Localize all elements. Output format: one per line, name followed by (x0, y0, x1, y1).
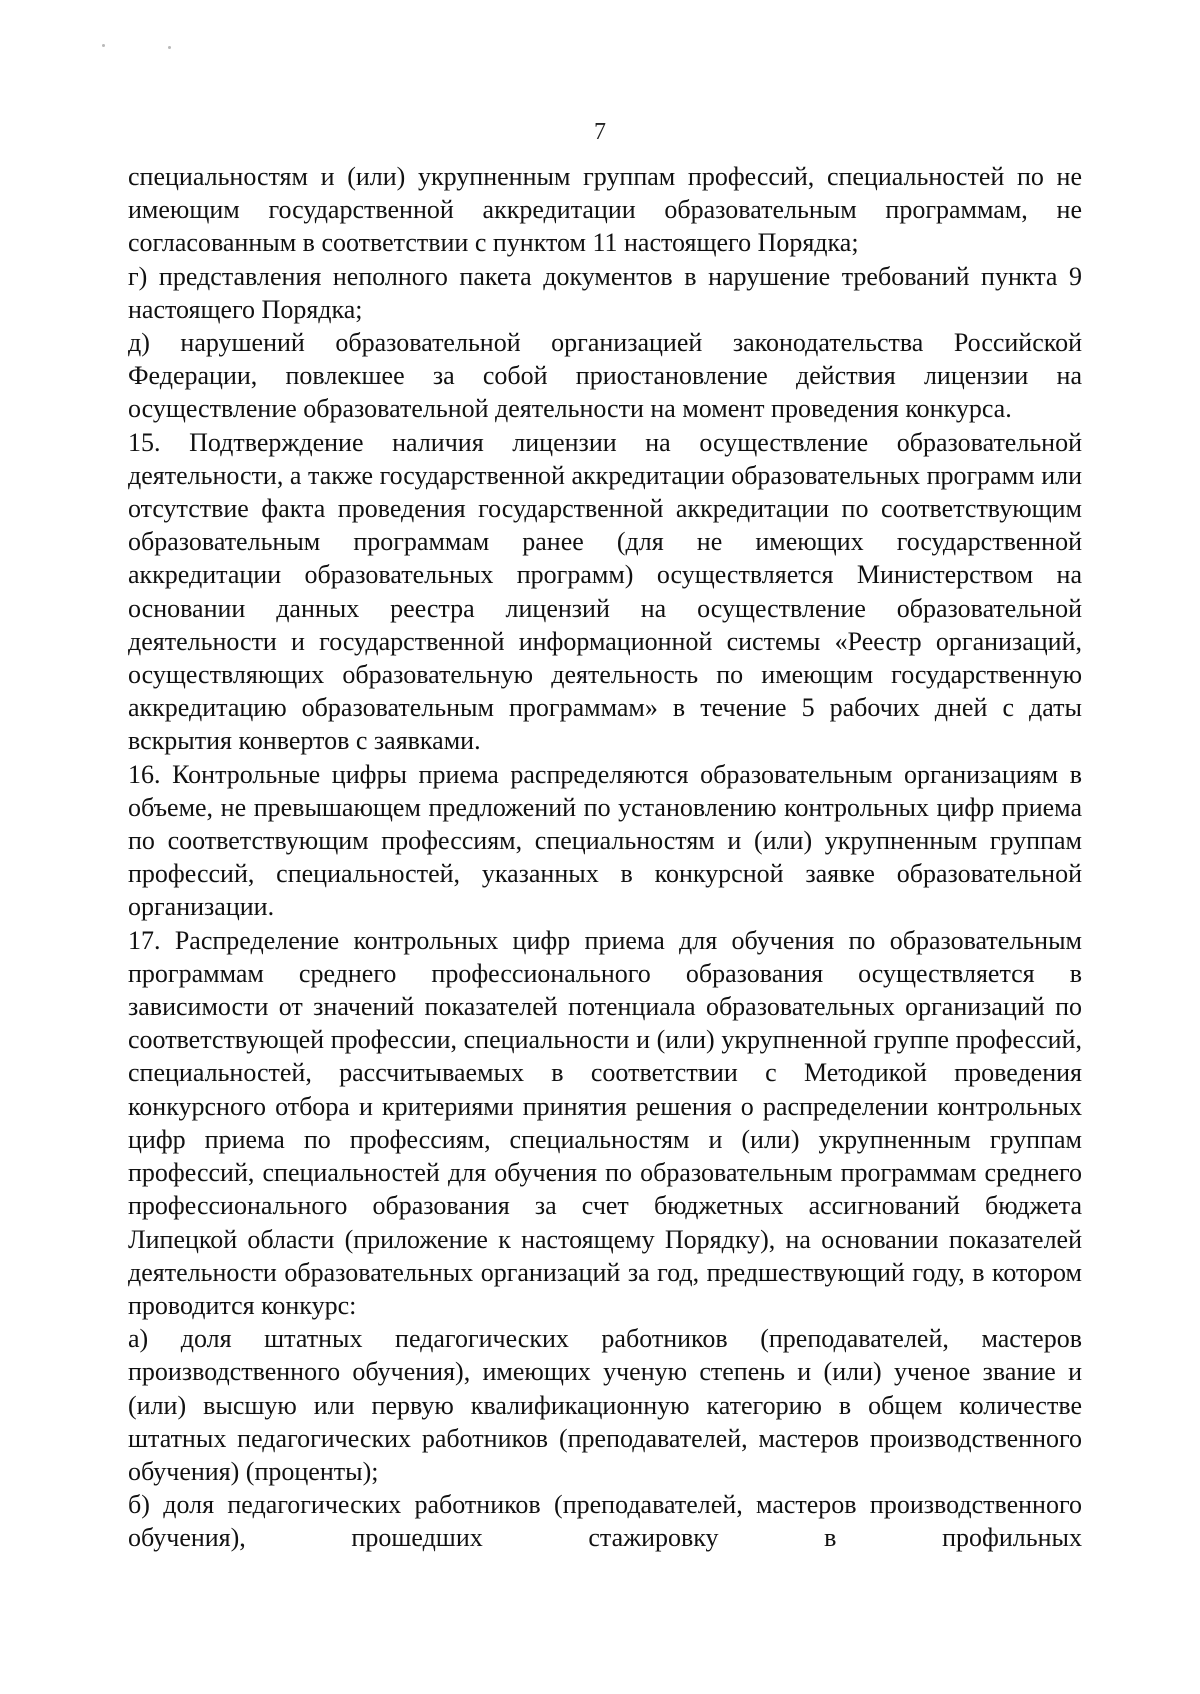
page-number: 7 (594, 119, 606, 145)
paragraph-item-continuation: специальностям и (или) укрупненным группам профессий, специальностей по не имеющим государственной аккредитации образовательным программам, не согласованным в соответствии с пунктом 11 настоящего Порядка; (128, 162, 1082, 258)
document-body (128, 160, 1082, 1555)
paragraph-clause-15: 15. Подтверждение наличия лицензии на осуществление образовательной деятельности, а также государственной аккредитации образовательных программ или отсутствие факта проведения государственной аккредитации по соответствующим образовательным программам ранее (для не имеющих государственной аккредитации образовательных программ) осуществляется Министерством на основании данных реестра лицензий на осуществление образовательной деятельности и государственной информационной системы «Реестр организаций, осуществляющих образовательную деятельность по имеющим государственную аккредитацию образовательным программам» в течение 5 рабочих дней с даты вскрытия конвертов с заявками. (128, 427, 1082, 756)
scan-artifact-dot (102, 44, 105, 47)
paragraph-clause-16: 16. Контрольные цифры приема распределяются образовательным организациям в объеме, не превышающем предложений по установлению контрольных цифр приема по соответствующим профессиям, специальностям и (или) укрупненным группам профессий, специальностей, указанных в конкурсной заявке образовательной организации. (128, 759, 1082, 922)
paragraph-item-d: д) нарушений образовательной организацией законодательства Российской Федерации, повлекшее за собой приостановление действия лицензии на осуществление образовательной деятельности на момент проведения конкурса. (128, 328, 1082, 424)
paragraph-item-g: г) представления неполного пакета документов в нарушение требований пункта 9 настоящего Порядка; (128, 261, 1082, 324)
scan-artifact-dot (168, 46, 171, 49)
paragraph-clause-17: 17. Распределение контрольных цифр приема для обучения по образовательным программам среднего профессионального образования осуществляется в зависимости от значений показателей потенциала образовательных организаций по соответствующей профессии, специальности и (или) укрупненной группе профессий, специальностей, рассчитываемых в соответствии с Методикой проведения конкурсного отбора и критериями принятия решения о распределении контрольных цифр приема по профессиям, специальностям и (или) укрупненным группам профессий, специальностей для обучения по образовательным программам среднего профессионального образования за счет бюджетных ассигнований бюджета Липецкой области (приложение к настоящему Порядку), на основании показателей деятельности образовательных организаций за год, предшествующий году, в котором проводится конкурс: (128, 925, 1082, 1320)
paragraph-item-a: а) доля штатных педагогических работников (преподавателей, мастеров производственного обучения), имеющих ученую степень и (или) ученое звание и (или) высшую или первую квалификационную категорию в общем количестве штатных педагогических работников (преподавателей, мастеров производственного обучения) (проценты); (128, 1324, 1082, 1486)
paragraph-item-b: б) доля педагогических работников (преподавателей, мастеров производственного обучения), прошедших стажировку в профильных (128, 1490, 1082, 1553)
